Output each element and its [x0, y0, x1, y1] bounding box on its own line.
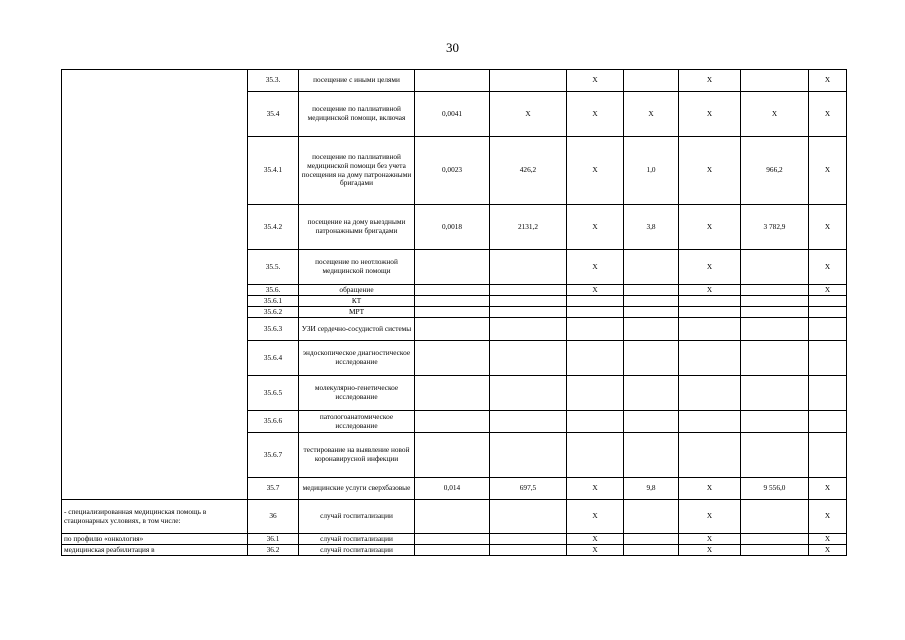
table-row [62, 534, 847, 545]
row-name: молекулярно-генетическое исследование [299, 376, 415, 411]
table-row [62, 205, 847, 250]
col-value-5 [679, 433, 741, 478]
col-value-5: Х [679, 478, 741, 500]
row-label [62, 285, 248, 296]
col-value-3: Х [567, 250, 624, 285]
col-value-2: 426,2 [490, 137, 567, 205]
row-label [62, 296, 248, 307]
col-value-5: Х [679, 137, 741, 205]
col-value-5: Х [679, 92, 741, 137]
table-row [62, 341, 847, 376]
col-value-1 [415, 534, 490, 545]
table-row [62, 500, 847, 534]
col-value-7: Х [809, 137, 847, 205]
row-name: случай госпитализации [299, 534, 415, 545]
row-code: 35.6.6 [248, 411, 299, 433]
row-name: медицинские услуги сверхбазовые [299, 478, 415, 500]
col-value-1 [415, 433, 490, 478]
col-value-2: Х [490, 92, 567, 137]
col-value-6 [741, 70, 809, 92]
tariff-table [61, 69, 847, 556]
col-value-4 [624, 545, 679, 556]
row-code: 35.4.1 [248, 137, 299, 205]
row-code: 35.7 [248, 478, 299, 500]
col-value-7: Х [809, 205, 847, 250]
row-code: 35.3. [248, 70, 299, 92]
col-value-7: Х [809, 250, 847, 285]
col-value-3: Х [567, 137, 624, 205]
row-label [62, 376, 248, 411]
table-row [62, 307, 847, 318]
col-value-6 [741, 307, 809, 318]
table-row [62, 478, 847, 500]
col-value-7: Х [809, 545, 847, 556]
col-value-4 [624, 70, 679, 92]
col-value-5: Х [679, 205, 741, 250]
col-value-5: Х [679, 285, 741, 296]
row-name: тестирование на выявление новой коронавирусной инфекции [299, 433, 415, 478]
table-row [62, 411, 847, 433]
row-code: 35.6.5 [248, 376, 299, 411]
col-value-3: Х [567, 70, 624, 92]
col-value-4: 1,0 [624, 137, 679, 205]
col-value-6 [741, 534, 809, 545]
col-value-3: Х [567, 534, 624, 545]
row-code: 36 [248, 500, 299, 534]
col-value-3 [567, 318, 624, 341]
row-code: 35.6.1 [248, 296, 299, 307]
col-value-3: Х [567, 500, 624, 534]
col-value-5 [679, 411, 741, 433]
col-value-4 [624, 411, 679, 433]
row-code: 35.6. [248, 285, 299, 296]
col-value-7 [809, 318, 847, 341]
col-value-4 [624, 296, 679, 307]
row-name: обращение [299, 285, 415, 296]
col-value-5: Х [679, 250, 741, 285]
col-value-6 [741, 411, 809, 433]
col-value-6 [741, 285, 809, 296]
col-value-6: Х [741, 92, 809, 137]
col-value-5 [679, 307, 741, 318]
table-row [62, 433, 847, 478]
col-value-2 [490, 411, 567, 433]
col-value-3 [567, 376, 624, 411]
table-row [62, 137, 847, 205]
col-value-4: Х [624, 92, 679, 137]
col-value-7: Х [809, 478, 847, 500]
col-value-1 [415, 70, 490, 92]
col-value-4 [624, 285, 679, 296]
col-value-4 [624, 376, 679, 411]
col-value-4 [624, 534, 679, 545]
col-value-3 [567, 411, 624, 433]
col-value-7 [809, 433, 847, 478]
col-value-2 [490, 545, 567, 556]
col-value-7 [809, 411, 847, 433]
row-name: случай госпитализации [299, 500, 415, 534]
col-value-1: 0,0041 [415, 92, 490, 137]
row-label: медицинская реабилитация в [62, 545, 248, 556]
row-code: 35.6.4 [248, 341, 299, 376]
col-value-2 [490, 534, 567, 545]
col-value-6 [741, 376, 809, 411]
col-value-2 [490, 250, 567, 285]
row-name: случай госпитализации [299, 545, 415, 556]
col-value-1: 0,014 [415, 478, 490, 500]
col-value-3 [567, 341, 624, 376]
table-row [62, 318, 847, 341]
page-number: 30 [446, 40, 459, 55]
col-value-6 [741, 433, 809, 478]
col-value-5: Х [679, 534, 741, 545]
col-value-2: 2131,2 [490, 205, 567, 250]
col-value-4: 3,8 [624, 205, 679, 250]
col-value-4: 9,8 [624, 478, 679, 500]
col-value-1 [415, 341, 490, 376]
col-value-6: 966,2 [741, 137, 809, 205]
col-value-3 [567, 433, 624, 478]
table-row [62, 285, 847, 296]
row-label [62, 92, 248, 137]
col-value-6 [741, 341, 809, 376]
col-value-7 [809, 296, 847, 307]
row-label [62, 433, 248, 478]
row-name: эндоскопическое диагностическое исследование [299, 341, 415, 376]
col-value-7 [809, 307, 847, 318]
row-code: 35.4 [248, 92, 299, 137]
row-label [62, 137, 248, 205]
col-value-7: Х [809, 534, 847, 545]
col-value-5 [679, 318, 741, 341]
col-value-7: Х [809, 500, 847, 534]
col-value-2 [490, 433, 567, 478]
row-name: посещение по паллиативной медицинской помощи без учета посещения на дому патронажными бригадами [299, 137, 415, 205]
table-row [62, 376, 847, 411]
row-code: 36.1 [248, 534, 299, 545]
col-value-5: Х [679, 70, 741, 92]
col-value-3: Х [567, 205, 624, 250]
col-value-3: Х [567, 285, 624, 296]
col-value-3: Х [567, 478, 624, 500]
row-name: МРТ [299, 307, 415, 318]
col-value-3: Х [567, 545, 624, 556]
col-value-1 [415, 250, 490, 285]
row-label [62, 205, 248, 250]
row-code: 35.6.7 [248, 433, 299, 478]
col-value-5 [679, 376, 741, 411]
col-value-2 [490, 376, 567, 411]
col-value-4 [624, 250, 679, 285]
col-value-3 [567, 296, 624, 307]
col-value-6 [741, 250, 809, 285]
col-value-4 [624, 341, 679, 376]
col-value-4 [624, 307, 679, 318]
col-value-7 [809, 341, 847, 376]
col-value-4 [624, 318, 679, 341]
row-name: КТ [299, 296, 415, 307]
col-value-7: Х [809, 92, 847, 137]
col-value-2 [490, 341, 567, 376]
col-value-6 [741, 545, 809, 556]
col-value-7 [809, 376, 847, 411]
col-value-5: Х [679, 545, 741, 556]
col-value-6: 9 556,0 [741, 478, 809, 500]
col-value-3: Х [567, 92, 624, 137]
col-value-4 [624, 433, 679, 478]
table-row [62, 70, 847, 92]
col-value-6 [741, 500, 809, 534]
row-name: посещение по неотложной медицинской помощи [299, 250, 415, 285]
col-value-7: Х [809, 70, 847, 92]
row-label [62, 341, 248, 376]
col-value-2: 697,5 [490, 478, 567, 500]
row-name: патологоанатомическое исследование [299, 411, 415, 433]
col-value-1 [415, 545, 490, 556]
col-value-1 [415, 376, 490, 411]
col-value-5: Х [679, 500, 741, 534]
row-label [62, 70, 248, 92]
row-label: - специализированная медицинская помощь в стационарных условиях, в том числе: [62, 500, 248, 534]
col-value-1 [415, 318, 490, 341]
col-value-2 [490, 318, 567, 341]
col-value-2 [490, 296, 567, 307]
row-code: 36.2 [248, 545, 299, 556]
col-value-1 [415, 500, 490, 534]
row-name: УЗИ сердечно-сосудистой системы [299, 318, 415, 341]
col-value-1: 0,0023 [415, 137, 490, 205]
row-code: 35.6.2 [248, 307, 299, 318]
col-value-7: Х [809, 285, 847, 296]
col-value-1 [415, 307, 490, 318]
table-row [62, 296, 847, 307]
col-value-6 [741, 296, 809, 307]
row-name: посещение по паллиативной медицинской помощи, включая [299, 92, 415, 137]
row-label [62, 478, 248, 500]
col-value-4 [624, 500, 679, 534]
col-value-2 [490, 307, 567, 318]
table-row [62, 250, 847, 285]
col-value-1 [415, 285, 490, 296]
row-name: посещение на дому выездными патронажными бригадами [299, 205, 415, 250]
col-value-2 [490, 500, 567, 534]
col-value-5 [679, 296, 741, 307]
col-value-1 [415, 411, 490, 433]
col-value-6 [741, 318, 809, 341]
col-value-1: 0,0018 [415, 205, 490, 250]
col-value-6: 3 782,9 [741, 205, 809, 250]
col-value-2 [490, 285, 567, 296]
row-code: 35.5. [248, 250, 299, 285]
col-value-2 [490, 70, 567, 92]
row-label [62, 250, 248, 285]
row-label [62, 411, 248, 433]
row-code: 35.4.2 [248, 205, 299, 250]
table-row [62, 545, 847, 556]
col-value-5 [679, 341, 741, 376]
row-code: 35.6.3 [248, 318, 299, 341]
row-label [62, 307, 248, 318]
col-value-1 [415, 296, 490, 307]
row-name: посещение с иными целями [299, 70, 415, 92]
row-label: по профилю «онкология» [62, 534, 248, 545]
table-row [62, 92, 847, 137]
col-value-3 [567, 307, 624, 318]
row-label [62, 318, 248, 341]
